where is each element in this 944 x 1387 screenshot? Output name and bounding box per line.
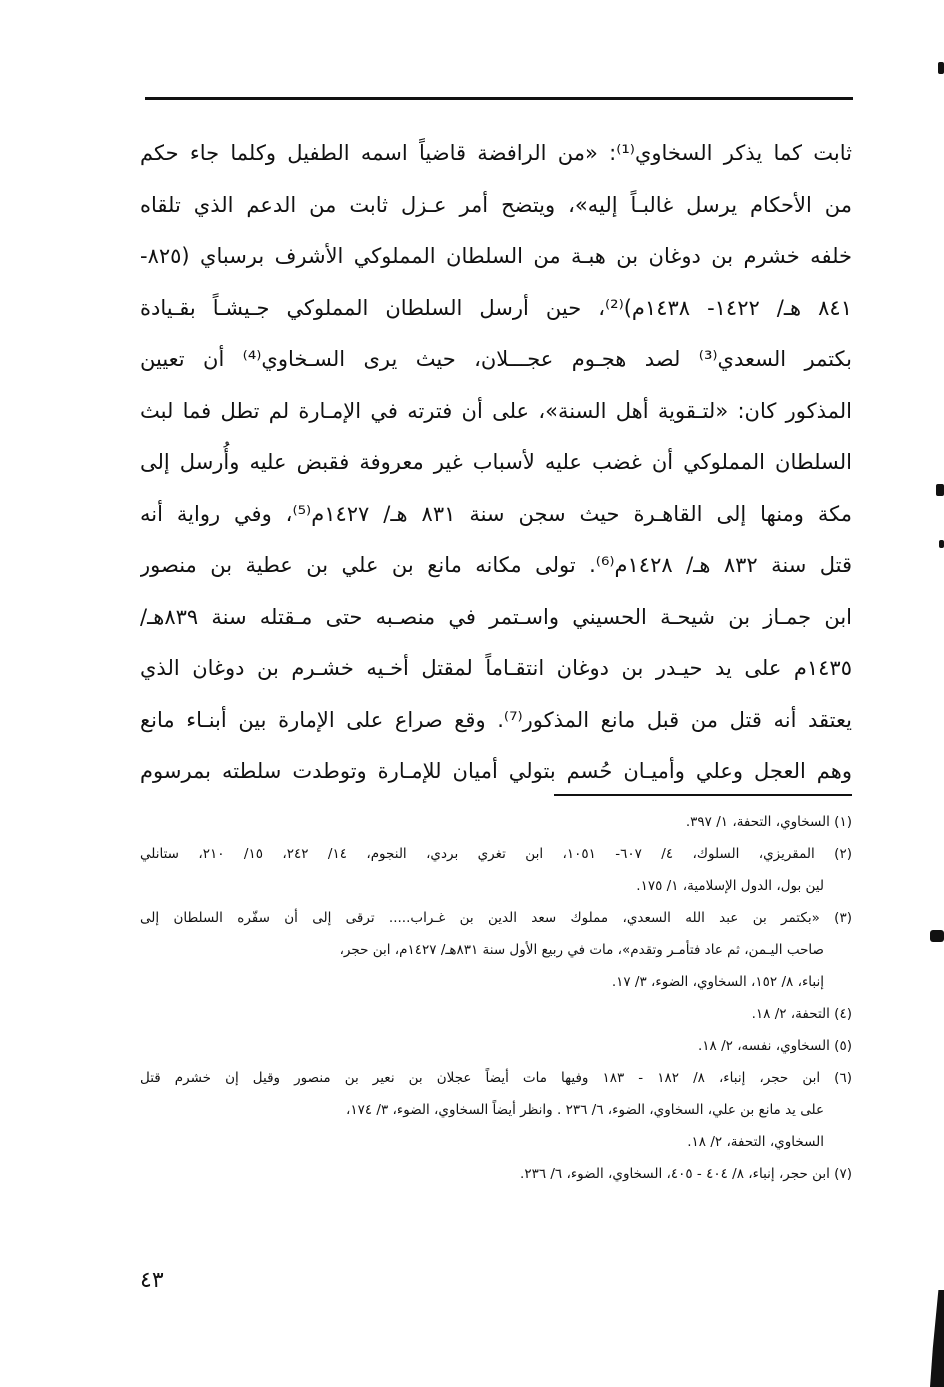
text-line: ثابت كما يذكر السخاوي⁽¹⁾: «من الرافضة قاضياً اسمه الطفيل وكلما جاء حكم (140, 141, 852, 165)
header-rule (145, 97, 853, 100)
scan-edge-mark (936, 484, 944, 496)
text-line: خلفه خشرم بن دوغان بن هبـة من السلطان المملوكي الأشرف برسباي (٨٢٥- (140, 244, 852, 268)
footnote-2 (140, 838, 852, 902)
footnote-line: (٦) ابن حجر، إنباء، ٨/ ١٨٢ - ١٨٣ وفيها مات أيضاً عجلان بن نعير بن منصور وقيل إن خشرم قتل (140, 1070, 852, 1086)
footnote-line: السخاوي، التحفة، ٢/ ١٨. (687, 1134, 824, 1150)
scan-edge-shadow (930, 1290, 944, 1387)
text-line: من الأحكام يرسل غالبـاً إليه»، ويتضح أمر عـزل ثابت من الدعم الذي تلقاه (140, 192, 852, 217)
footnote-line: (٢) المقريزي، السلوك، ٤/ ٦٠٧- ١٠٥١، ابن تغري بردي، النجوم، ١٤/ ٢٤٢، ١٥/ ٢١٠، ستانلي (140, 846, 852, 862)
text-line: قتل سنة ٨٣٢ هـ/ ١٤٢٨م⁽⁶⁾. تولى مكانه مانع بن علي بن عطية بن منصور (140, 553, 852, 577)
text-line: يعتقد أنه قتل من قبل مانع المذكور⁽⁷⁾. وقع صراع على الإمارة بين أبنـاء مانع (140, 707, 852, 732)
text-line: المذكور كان: «لتـقوية أهل السنة»، على أن فترته في الإمـارة لم تطل فما لبث (140, 398, 852, 423)
text-line: السلطان المملوكي أن غضب عليه لأسباب غير معروفة فقبض عليه وأُرسل إلى (140, 450, 852, 474)
footnote-line: صاحب اليـمن، ثم عاد فتأمـر وتقدم»، مات في ربيع الأول سنة ٨٣١هـ/ ١٤٢٧م، ابن حجر، (339, 942, 824, 958)
scan-edge-mark (939, 540, 944, 548)
footnote-3 (140, 902, 852, 998)
page-number: ٤٣ (140, 1268, 164, 1293)
footnotes (140, 806, 852, 1190)
footnote-separator (554, 794, 852, 796)
scan-edge-mark (930, 930, 944, 942)
footnote-line: (١) السخاوي، التحفة، ١/ ٣٩٧. (685, 814, 852, 830)
footnote-line: (٥) السخاوي، نفسه، ٢/ ١٨. (697, 1038, 852, 1054)
text-line: وهم العجل وعلي وأميـان حُسم بتولي أميان للإمـارة وتوطدت سلطته بمرسوم (140, 759, 852, 783)
footnote-6 (140, 1062, 852, 1158)
footnote-7 (140, 1158, 852, 1190)
footnote-4 (140, 998, 852, 1030)
footnote-line: لين بول، الدول الإسلامية، ١/ ١٧٥. (636, 878, 824, 894)
footnote-line: (٤) التحفة، ٢/ ١٨. (751, 1006, 852, 1022)
footnote-5 (140, 1030, 852, 1062)
text-line: مكة ومنها إلى القاهـرة حيث سجن سنة ٨٣١ هـ/ ١٤٢٧م⁽⁵⁾، وفي رواية أنه (140, 501, 852, 526)
footnote-line: (٧) ابن حجر، إنباء، ٨/ ٤٠٤ - ٤٠٥، السخاوي، الضوء، ٦/ ٢٣٦. (520, 1166, 852, 1182)
text-line: ٨٤١ هـ/ ١٤٢٢- ١٤٣٨م)⁽²⁾، حين أرسل السلطان المملوكي جـيشـاً بقـيادة (140, 295, 852, 320)
text-line: بكتمر السعدي⁽³⁾ لصد هجـوم عجـــلان، حيث يرى السـخاوي⁽⁴⁾ أن تعيين (140, 347, 852, 371)
footnote-line: على يد مانع بن علي، السخاوي، الضوء، ٦/ ٢٣٦ . وانظر أيضاً السخاوي، الضوء، ٣/ ١٧٤، (345, 1102, 824, 1118)
scan-edge-mark (938, 62, 944, 74)
text-line: ابن جمـاز بن شيحـة الحسيني واسـتمر في منصـبه حتى مـقتله سنة ٨٣٩هـ/ (140, 604, 852, 629)
footnote-line: إنباء، ٨/ ١٥٢، السخاوي، الضوء، ٣/ ١٧. (611, 974, 824, 990)
footnote-line: (٣) «بكتمر بن عبد الله السعدي، مملوك سعد الدين بن غـراب..... ترقى إلى أن سفّره السلطان إلى (140, 910, 852, 926)
main-text (140, 128, 852, 798)
footnote-1 (140, 806, 852, 838)
text-line: ١٤٣٥م على يد حيـدر بن دوغان انتقـاماً لمقتل أخـيه خشـرم بن دوغان الذي (140, 656, 852, 680)
